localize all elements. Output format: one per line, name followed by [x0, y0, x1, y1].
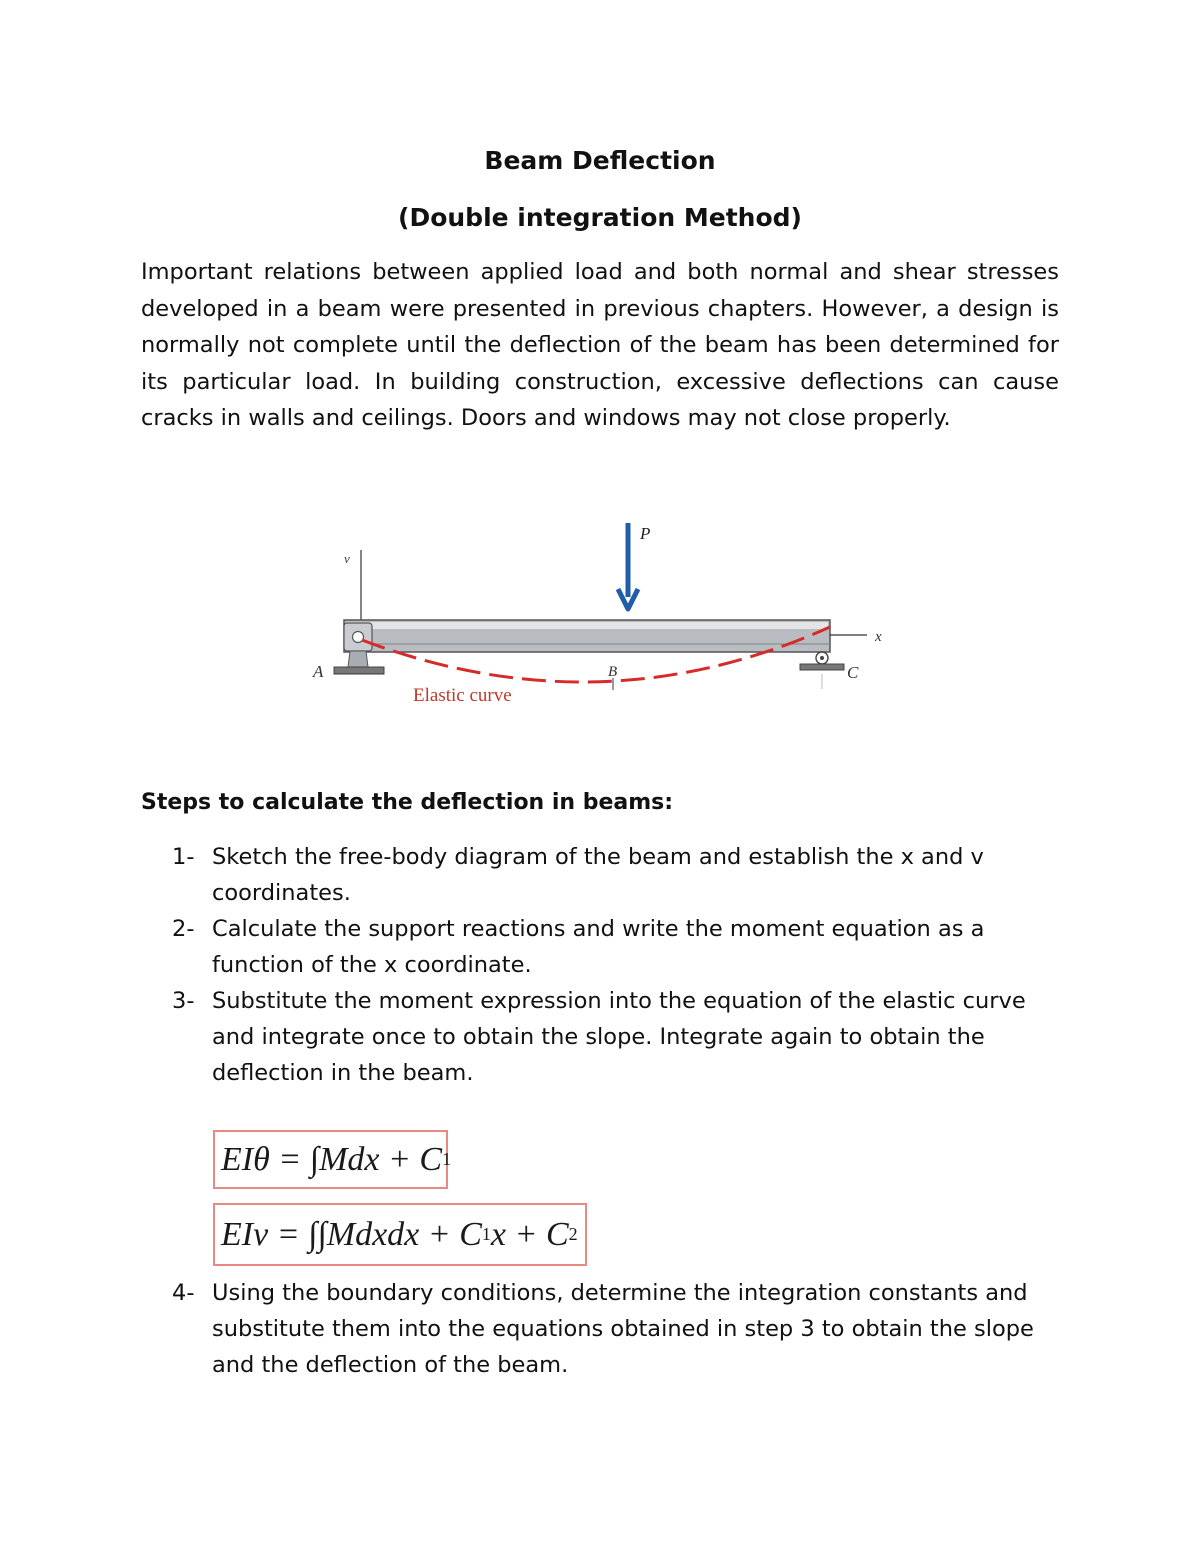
eq1-lhs: EIθ [221, 1140, 270, 1178]
deflection-equation: EIv = ∫∫Mdxdx + C 1 x + C 2 [213, 1203, 587, 1266]
step-text: Sketch the free-body diagram of the beam and establish the x and v coordinates. [212, 844, 984, 906]
step-number: 3- [172, 988, 195, 1014]
document-subtitle: (Double integration Method) [398, 203, 802, 232]
a-label: A [313, 662, 324, 681]
curve-label: Elastic curve [413, 685, 512, 706]
slope-equation: EIθ = ∫Mdx + C 1 [213, 1130, 448, 1189]
step-item [172, 1275, 1052, 1383]
step-number: 4- [172, 1280, 195, 1306]
step-item [172, 983, 1052, 1091]
eq1-rhs: ∫Mdx + C [309, 1140, 443, 1178]
c-label: C [847, 663, 859, 682]
eq2-sub-b: 2 [568, 1224, 578, 1244]
p-label: P [640, 524, 651, 543]
eq2-rhs-b: x + C [490, 1215, 569, 1253]
steps-heading: Steps to calculate the deflection in beams: [141, 790, 674, 815]
step-text: Calculate the support reactions and write the moment equation as a function of the x coordinate. [212, 916, 985, 978]
v-label: v [344, 551, 350, 566]
beam-diagram [300, 505, 900, 720]
beam-highlight [346, 622, 828, 629]
eq2-sub-a: 1 [481, 1224, 491, 1244]
document-title: Beam Deflection [484, 146, 716, 175]
eq2-lhs: EIv [221, 1215, 269, 1253]
roller-support-c [800, 652, 844, 689]
b-label: B [608, 664, 618, 680]
step-text: Using the boundary conditions, determine the integration constants and substitute them into the equations obtained in step 3 to obtain the slope and the deflection of the beam. [212, 1280, 1034, 1378]
step-number: 1- [172, 844, 195, 870]
eq1-sub: 1 [442, 1149, 452, 1169]
step-number: 2- [172, 916, 195, 942]
x-label: x [875, 629, 882, 645]
intro-paragraph: Important relations between applied load and both normal and shear stresses developed in a beam were presented in previous chapters. However, a design is normally not complete until the deflection of the beam has been determined for its particular load. In building construction, excessive deflections can cause cracks in walls and ceilings. Doors and windows may not close properly. [141, 259, 1059, 431]
eq2-rhs-a: ∫∫Mdxdx + C [308, 1215, 482, 1253]
step-item [172, 839, 1052, 911]
step-text: Substitute the moment expression into the equation of the elastic curve and integrate once to obtain the slope. Integrate again to obtain the deflection in the beam. [212, 988, 1026, 1086]
step-item [172, 911, 1052, 983]
